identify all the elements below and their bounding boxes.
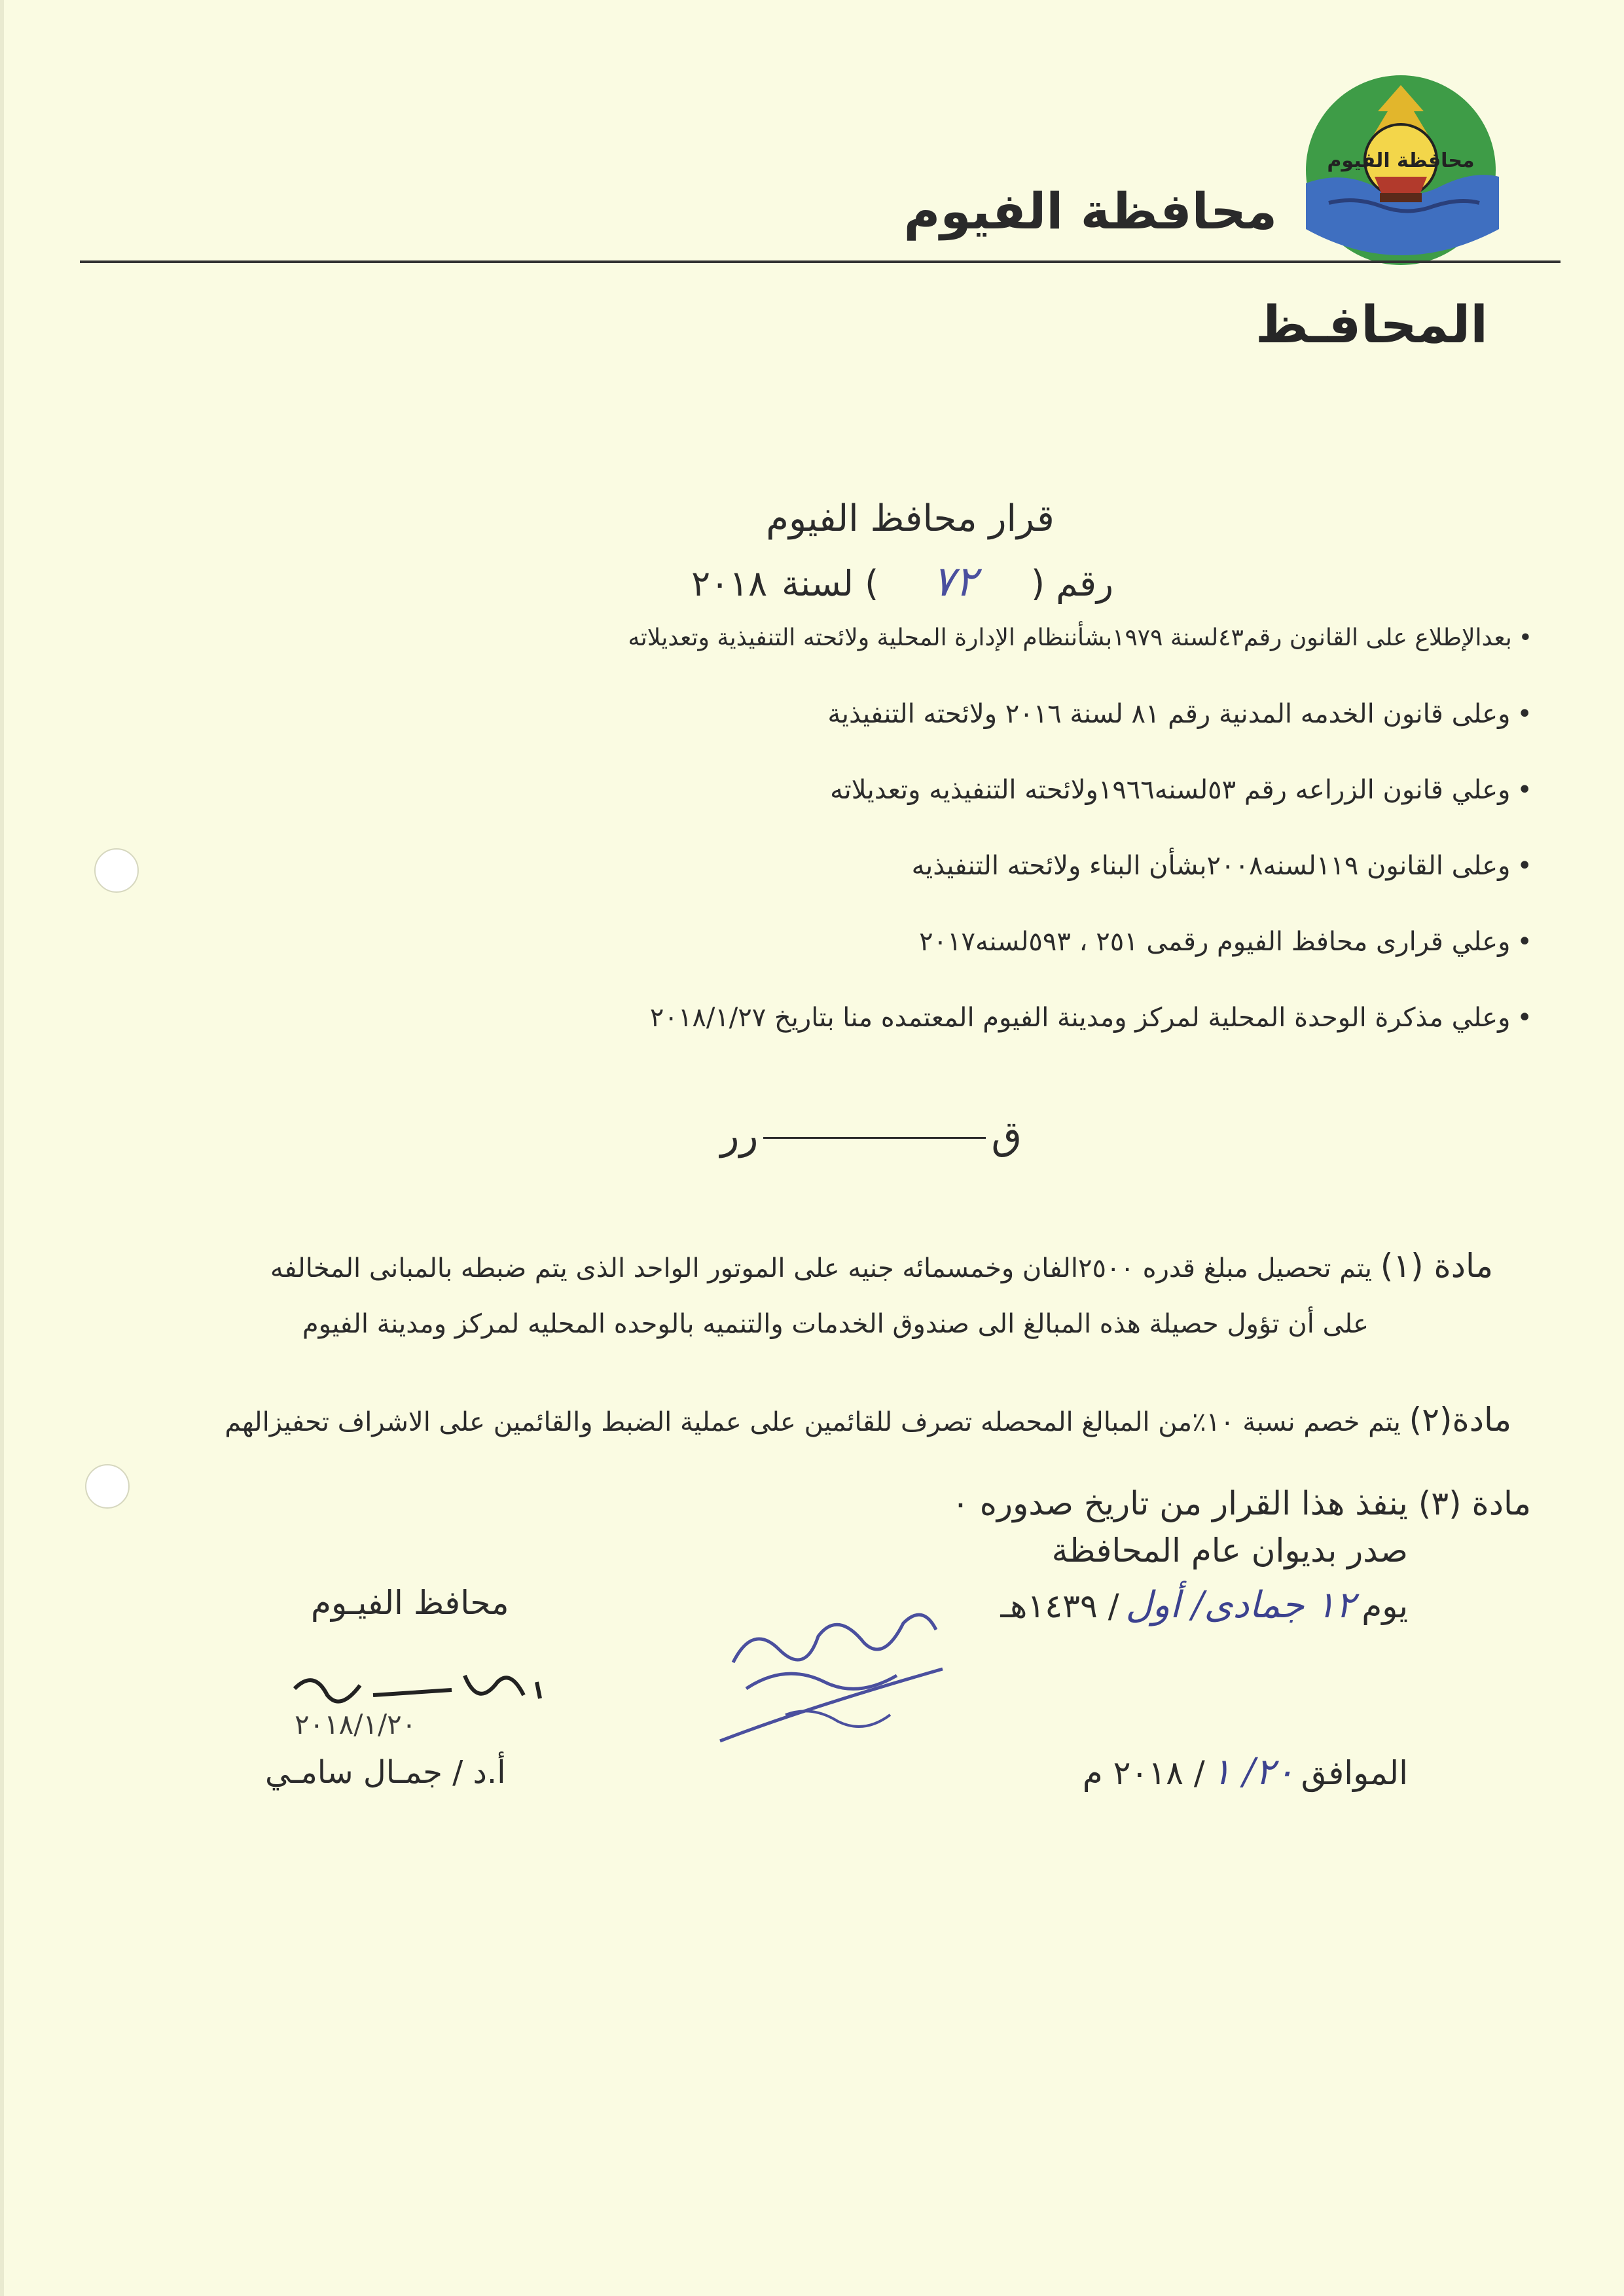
decided-heading [720, 1113, 1022, 1158]
hijri-handwritten: ١٢ جمادى/ أول [1125, 1584, 1356, 1626]
header-rule [80, 260, 1561, 263]
article-2-label: مادة(٢) [1409, 1401, 1511, 1439]
consideration-item: • وعلي قرارى محافظ الفيوم رقمى ٢٥١ ، ٥٩٣لسنه٢٠١٧ [92, 916, 1532, 992]
article-3-text: ينفذ هذا القرار من تاريخ صدوره ٠ [951, 1484, 1408, 1522]
punch-hole-bottom [85, 1464, 130, 1509]
consideration-item: • وعلي مذكرة الوحدة المحلية لمركز ومدينة الفيوم المعتمده منا بتاريخ ٢٠١٨/١/٢٧ [92, 992, 1532, 1067]
greg-handwritten: ٢٠/ ١ [1211, 1751, 1295, 1793]
article-3 [952, 1484, 1531, 1522]
considerations-list [92, 612, 1532, 1067]
office-title: المحافـظ [1255, 296, 1488, 355]
issued-at: صدر بديوان عام المحافظة [1051, 1532, 1408, 1570]
decided-last-letters: رر [720, 1113, 759, 1158]
decision-number-line [691, 558, 1113, 606]
governor-name: أ.د / جمـال سامـي [265, 1754, 506, 1791]
decided-first-letter: ق [991, 1113, 1022, 1158]
decision-year: ٢٠١٨ [691, 563, 768, 604]
signature-handwritten-date: ٢٠١٨/١/٢٠ [295, 1708, 417, 1740]
governorate-logo [1303, 72, 1499, 268]
governor-title: محافظ الفيـوم [311, 1584, 509, 1622]
consideration-item: • وعلي قانون الزراعه رقم ٥٣لسنه١٩٦٦ولائحته التنفيذيه وتعديلاته [92, 764, 1532, 840]
hijri-day-label: يوم [1362, 1587, 1408, 1625]
svg-text:محافظة الفيوم: محافظة الفيوم [1327, 149, 1475, 172]
greg-label: الموافق [1301, 1754, 1408, 1792]
hijri-date [1000, 1584, 1408, 1626]
article-1-continuation: على أن تؤول حصيلة هذه المبالغ الى صندوق الخدمات والتنميه بالوحده المحليه لمركز ومدينة الفيوم [302, 1309, 1369, 1339]
page-edge [0, 0, 4, 2296]
article-2-text: يتم خصم نسبة ١٠٪من المبالغ المحصله تصرف للقائمين على عملية الضبط والقائمين على الاشراف تحفيزالهم [225, 1407, 1401, 1437]
handwritten-decision-number: ٧٢ [932, 558, 977, 606]
year-label: ) لسنة [782, 563, 879, 604]
article-2 [225, 1401, 1511, 1439]
article-1-text: يتم تحصيل مبلغ قدره ٢٥٠٠الفان وخمسمائه جنيه على الموتور الواحد الذى يتم ضبطه بالمبانى المخالفه [270, 1253, 1373, 1283]
greg-year: / ٢٠١٨ م [1082, 1754, 1205, 1792]
article-1 [270, 1247, 1493, 1285]
number-label: رقم ( [1030, 563, 1113, 604]
article-3-label: مادة (٣) [1418, 1484, 1531, 1522]
gregorian-date [1083, 1751, 1408, 1793]
consideration-item: • وعلى قانون الخدمه المدنية رقم ٨١ لسنة ٢٠١٦ ولائحته التنفيذية [92, 688, 1532, 764]
reviewer-signature [707, 1584, 956, 1754]
consideration-item: • بعدالإطلاع على القانون رقم٤٣لسنة ١٩٧٩بشأننظام الإدارة المحلية ولائحته التنفيذية وتعديلاته [92, 612, 1532, 688]
governorate-name: محافظة الفيوم [903, 182, 1277, 240]
decision-title [0, 497, 1624, 540]
hijri-year: / ١٤٣٩هـ [1000, 1587, 1119, 1625]
consideration-item: • وعلى القانون ١١٩لسنه٢٠٠٨بشأن البناء ولائحته التنفيذيه [92, 840, 1532, 916]
decision-title-text: قرار محافظ الفيوم [766, 497, 1055, 540]
decided-stretch-line [763, 1137, 986, 1139]
article-1-label: مادة (١) [1380, 1247, 1493, 1285]
